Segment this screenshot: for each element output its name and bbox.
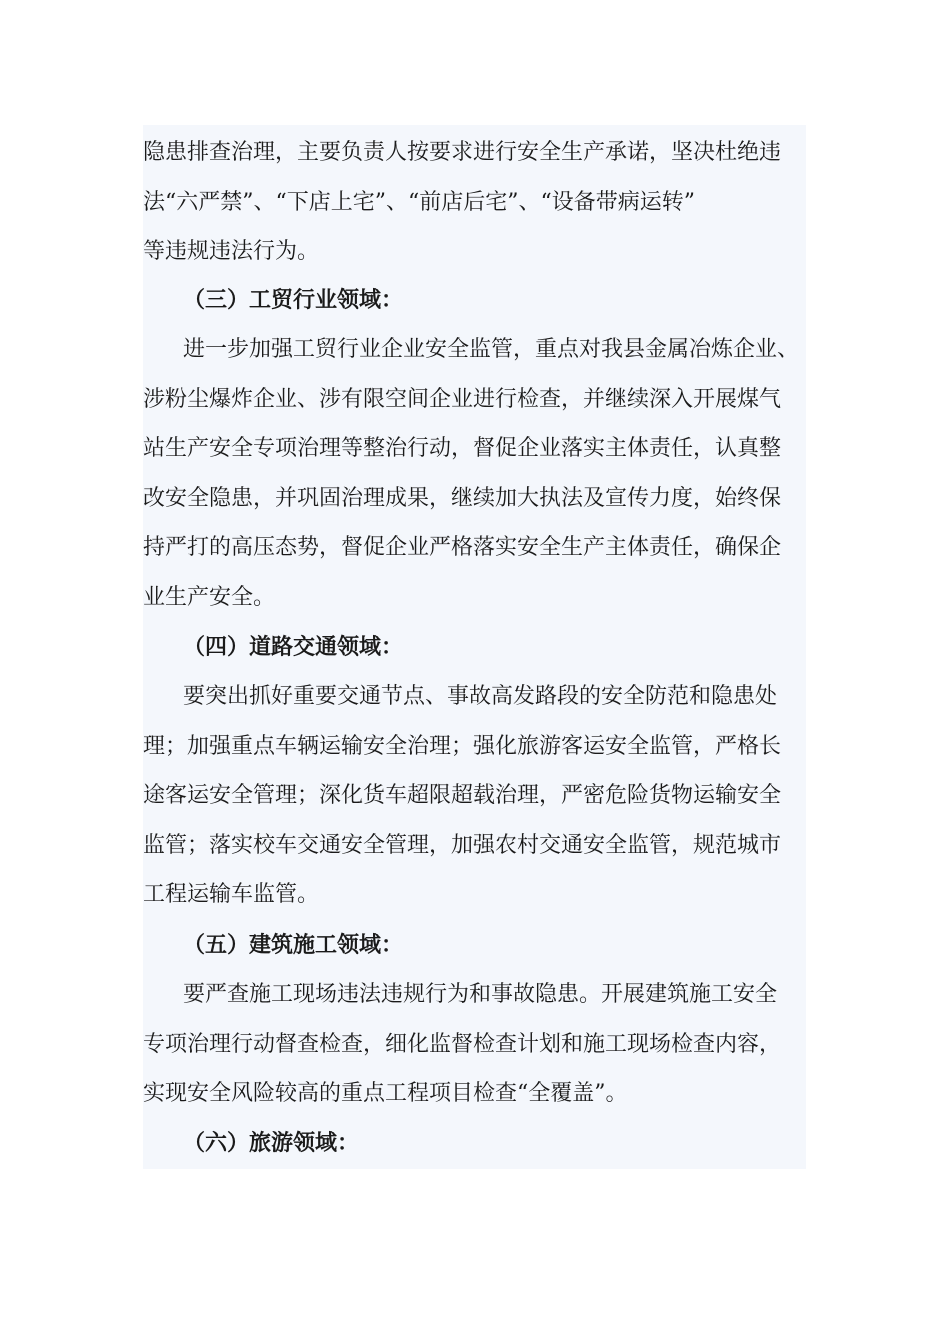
paragraph-line: 站生产安全专项治理等整治行动，督促企业落实主体责任，认真整: [143, 436, 782, 461]
paragraph-line: 专项治理行动督查检查，细化监督检查计划和施工现场检查内容，: [143, 1031, 782, 1057]
paragraph-line: 监管；落实校车交通安全管理，加强农村交通安全监管，规范城市: [143, 832, 782, 858]
paragraph-construction: [143, 970, 806, 1119]
section-heading-tourism: （六）旅游领域：: [183, 1130, 360, 1156]
section-heading-industry-trade: （三）工贸行业领域：: [183, 287, 404, 313]
paragraph-road-traffic: [143, 672, 806, 920]
paragraph-line: 要严查施工现场违法违规行为和事故隐患。开展建筑施工安全: [183, 982, 778, 1007]
paragraph-industry-trade: [143, 325, 806, 622]
paragraph-line: 工程运输车监管。: [143, 882, 320, 907]
paragraph-line: 改安全隐患，并巩固治理成果，继续加大执法及宣传力度，始终保: [143, 485, 782, 511]
paragraph-line: 进一步加强工贸行业企业安全监管，重点对我县金属冶炼企业、: [183, 337, 800, 362]
paragraph-line: 隐患排查治理，主要负责人按要求进行安全生产承诺，坚决杜绝违: [143, 140, 782, 165]
paragraph-line: 业生产安全。: [143, 584, 276, 610]
paragraph-hidden-danger: [143, 128, 806, 277]
document-body: [143, 125, 806, 1169]
paragraph-line: 途客运安全管理；深化货车超限超载治理，严密危险货物运输安全: [143, 783, 782, 808]
paragraph-line: 等违规违法行为。: [143, 239, 320, 264]
paragraph-line: 理；加强重点车辆运输安全治理；强化旅游客运安全监管，严格长: [143, 733, 782, 759]
paragraph-line: 法“六严禁”、“下店上宅”、“前店后宅”、“设备带病运转”: [143, 189, 695, 215]
section-heading-construction: （五）建筑施工领域：: [183, 932, 404, 958]
paragraph-line: 实现安全风险较高的重点工程项目检查“全覆盖”。: [143, 1081, 628, 1106]
paragraph-line: 持严打的高压态势，督促企业严格落实安全生产主体责任，确保企: [143, 535, 782, 560]
paragraph-line: 涉粉尘爆炸企业、涉有限空间企业进行检查，并继续深入开展煤气: [143, 386, 782, 412]
paragraph-line: 要突出抓好重要交通节点、事故高发路段的安全防范和隐患处: [183, 684, 778, 709]
section-heading-road-traffic: （四）道路交通领域：: [183, 634, 404, 660]
